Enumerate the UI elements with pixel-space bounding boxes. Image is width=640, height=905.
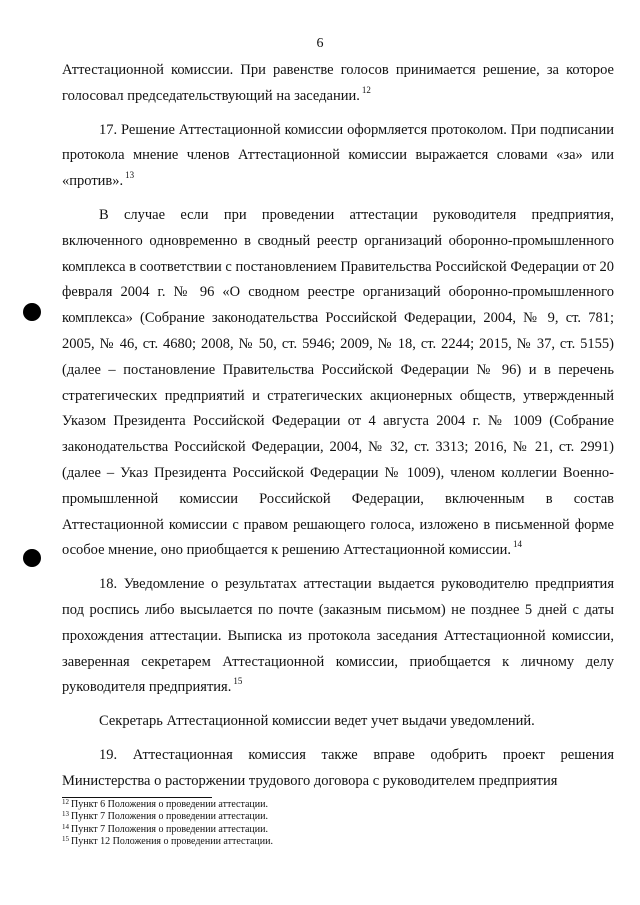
paragraph-3 — [62, 203, 614, 564]
footnotes — [62, 799, 562, 849]
footnote-item — [62, 799, 562, 811]
footnote-item — [62, 836, 562, 848]
footnote-ref[interactable]: 12 — [361, 84, 371, 95]
footnote-ref[interactable]: 15 — [233, 676, 243, 687]
paragraph-text: 18. Уведомление о результатах аттестации выдается руководителю предприятия под роспись либо высылается по почте (заказным письмом) не позднее 5 дней с даты прохождения аттестации. Выписка из протокола заседания Аттестационной комиссии, заверенная секретарем Аттестационной комиссии, приобщается к личному делу руководителя предприятия. — [62, 576, 614, 696]
footnote-text: Пункт 6 Положения о проведении аттестации. — [71, 799, 268, 810]
body-text — [62, 58, 614, 795]
paragraph-text: Секретарь Аттестационной комиссии ведет учет выдачи уведомлений. — [99, 713, 535, 730]
paragraph-2 — [62, 118, 614, 195]
footnote-item — [62, 824, 562, 836]
footnote-text: Пункт 12 Положения о проведении аттестации. — [71, 836, 273, 848]
footnote-divider — [62, 797, 212, 798]
footnote-ref[interactable]: 14 — [513, 539, 522, 550]
paragraph-4 — [62, 572, 614, 701]
footnote-number: 13 — [62, 810, 69, 819]
footnote-item — [62, 811, 562, 823]
footnote-text: Пункт 7 Положения о проведении аттестации. — [71, 811, 268, 823]
paragraph-text: 19. Аттестационная комиссия также вправе одобрить проект решения Министерства о расторжении трудового договора с руководителем предприятия — [62, 746, 614, 789]
paragraph-6 — [62, 743, 614, 795]
page-number: 6 — [316, 36, 324, 51]
punch-hole — [23, 303, 41, 321]
footnote-text: Пункт 7 Положения о проведении аттестации. — [71, 823, 268, 835]
punch-hole — [23, 549, 41, 567]
footnote-ref[interactable]: 13 — [125, 170, 135, 181]
paragraph-text: 17. Решение Аттестационной комиссии оформляется протоколом. При подписании протокола мнение членов Аттестационной комиссии выражается словами «за» или «против». — [62, 121, 614, 190]
paragraph-text: Аттестационной комиссии. При равенстве голосов принимается решение, за которое голосовал председательствующий на заседании. — [62, 62, 614, 104]
footnote-number: 14 — [62, 822, 69, 831]
paragraph-text: В случае если при проведении аттестации руководителя предприятия, включенного одновременно в сводный реестр организаций оборонно-промышленного комплекса в соответствии с постановлением Правительства Российской Федерации от 20 февраля 2004 г. № 96 «О сводном реестре организаций оборонно-промышленного комплекса» (Собрание законодательства Российской Федерации, 2004, № 9, ст. 781; 2005, № 46, ст. 4680; 2008, № 50, ст. 5946; 2009, № 18, ст. 2244; 2015, № 37, ст. 5155) (далее – постановление Правительства Российской Федерации № 96) и в перечень стратегических предприятий и стратегических акционерных обществ, утвержденный Указом Президента Российской Федерации от 4 августа 2004 г. № 1009 (Собрание законодательства Российской Федерации, 2004, № 32, ст. 3313; 2016, № 21, ст. 2991) (далее – Указ Президента Российской Федерации № 1009), членом коллегии Военно-промышленной комиссии Российской Федерации, включенным в состав Аттестационной комиссии с правом решающего голоса, изложено в письменной форме особое мнение, оно приобщается к решению Аттестационной комиссии. — [62, 206, 614, 559]
footnote-number: 12 — [62, 798, 69, 806]
paragraph-1 — [62, 58, 614, 110]
paragraph-5 — [62, 709, 614, 735]
footnote-number: 15 — [62, 835, 69, 844]
